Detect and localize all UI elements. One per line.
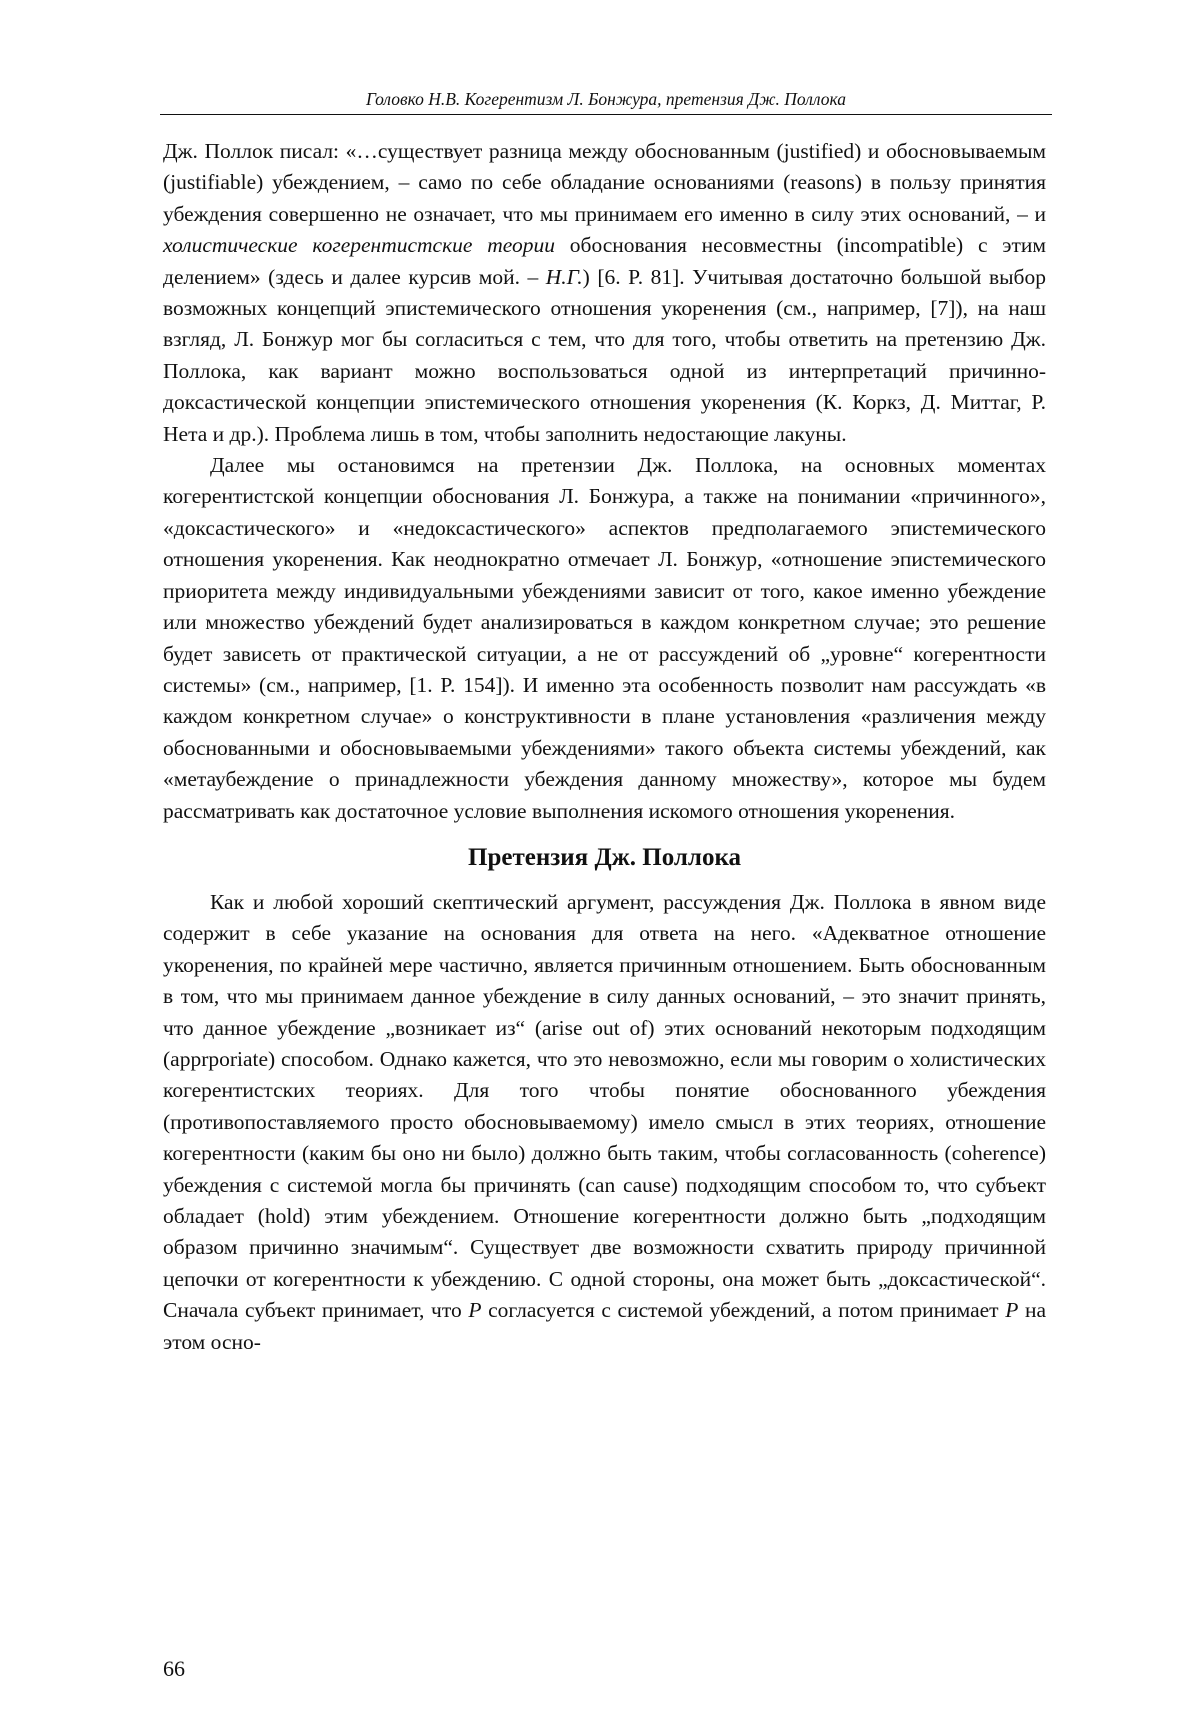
text-run: ) [6. P. 81]. Учитывая достаточно большой выбор возможных концепций эпистемического отношения укоренения (см., например, [7]), на наш взгляд, Л. Бонжур мог бы согласиться с тем, что для того, чтобы ответить на претензию Дж. Поллока, как вариант можно воспользоваться одной из интерпретаций причинно-доксастической концепции эпистемического отношения укоренения (К. Коркз, Д. Миттаг, Р. Нета и др.). Проблема лишь в том, чтобы заполнить недостающие лакуны.	[163, 264, 1046, 446]
text-run: Как и любой хороший скептический аргумент, рассуждения Дж. Поллока в явном виде содержит в себе указание на основания для ответа на него. «Адекватное отношение укоренения, по крайней мере частично, является причинным отношением. Быть обоснованным в том, что мы принимаем данное убеждение в силу данных оснований, – это значит принять, что данное убеждение „возникает из“ (arise out of) этих оснований некоторым подходящим (apprроriate) способом. Однако кажется, что это невозможно, если мы говорим о холистических когерентистских теориях. Для того чтобы понятие обоснованного убеждения (противопоставляемого просто обосновываемому) имело смысл в этих теориях, отношение когерентности (каким бы оно ни было) должно быть таким, чтобы согласованность (coherence) убеждения с системой могла бы причинять (can cause) подходящим способом то, что субъект обладает (hold) этим убеждением. Отношение когерентности должно быть „подходящим образом причинно значимым“. Существует две возможности схватить природу причинной цепочки от когерентности к убеждению. С одной стороны, она может быть „доксастической“. Сначала субъект принимает, что	[163, 889, 1046, 1323]
italic-run: Н.Г.	[545, 264, 583, 289]
section-heading: Претензия Дж. Поллока	[468, 843, 741, 871]
paragraph-3	[163, 887, 1046, 1358]
italic-run: P	[1005, 1298, 1019, 1323]
text-run: обоснования несовместны (incompatible) с этим делением» (здесь и далее курсив мой. –	[163, 233, 1046, 289]
page-number: 66	[163, 1656, 185, 1681]
italic-run: холистические когерентистские теории	[163, 233, 556, 258]
paragraph-2: Далее мы остановимся на претензии Дж. Поллока, на основных моментах когерентистской концепции обоснования Л. Бонжура, а также на понимании «причинного», «доксастического» и «недоксастического» аспектов предполагаемого эпистемического отношения укоренения. Как неоднократно отмечает Л. Бонжур, «отношение эпистемического приоритета между индивидуальными убеждениями зависит от того, какое именно убеждение или множество убеждений будет анализироваться в каждом конкретном случае; это решение будет зависеть от практической ситуации, а не от рассуждений об „уровне“ когерентности системы» (см., например, [1. P. 154]). И именно эта особенность позволит нам рассуждать «в каждом конкретном случае» о конструктивности в плане установления «различения между обоснованными и обосновываемыми убеждениями» такого объекта системы убеждений, как «метаубеждение о принадлежности убеждения данному множеству», которое мы будем рассматривать как достаточное условие выполнения искомого отношения укоренения.	[163, 453, 1046, 823]
text-run: согласуется с системой убеждений, а потом принимает	[481, 1298, 1006, 1323]
paragraph-1	[163, 136, 1046, 450]
body-text	[163, 136, 1046, 1358]
text-run: Дж. Поллок писал: «…существует разница между обоснованным (justified) и обосновываемым (justifiable) убеждением, – само по себе обладание основаниями (reasons) в пользу принятия убеждения совершенно не означает, что мы принимаем его именно в силу этих оснований, – и	[163, 139, 1046, 226]
italic-run: P	[468, 1298, 482, 1323]
text-run: на этом осно-	[163, 1298, 1046, 1354]
running-header: Головко Н.В. Когерентизм Л. Бонжура, претензия Дж. Поллока	[160, 88, 1052, 115]
